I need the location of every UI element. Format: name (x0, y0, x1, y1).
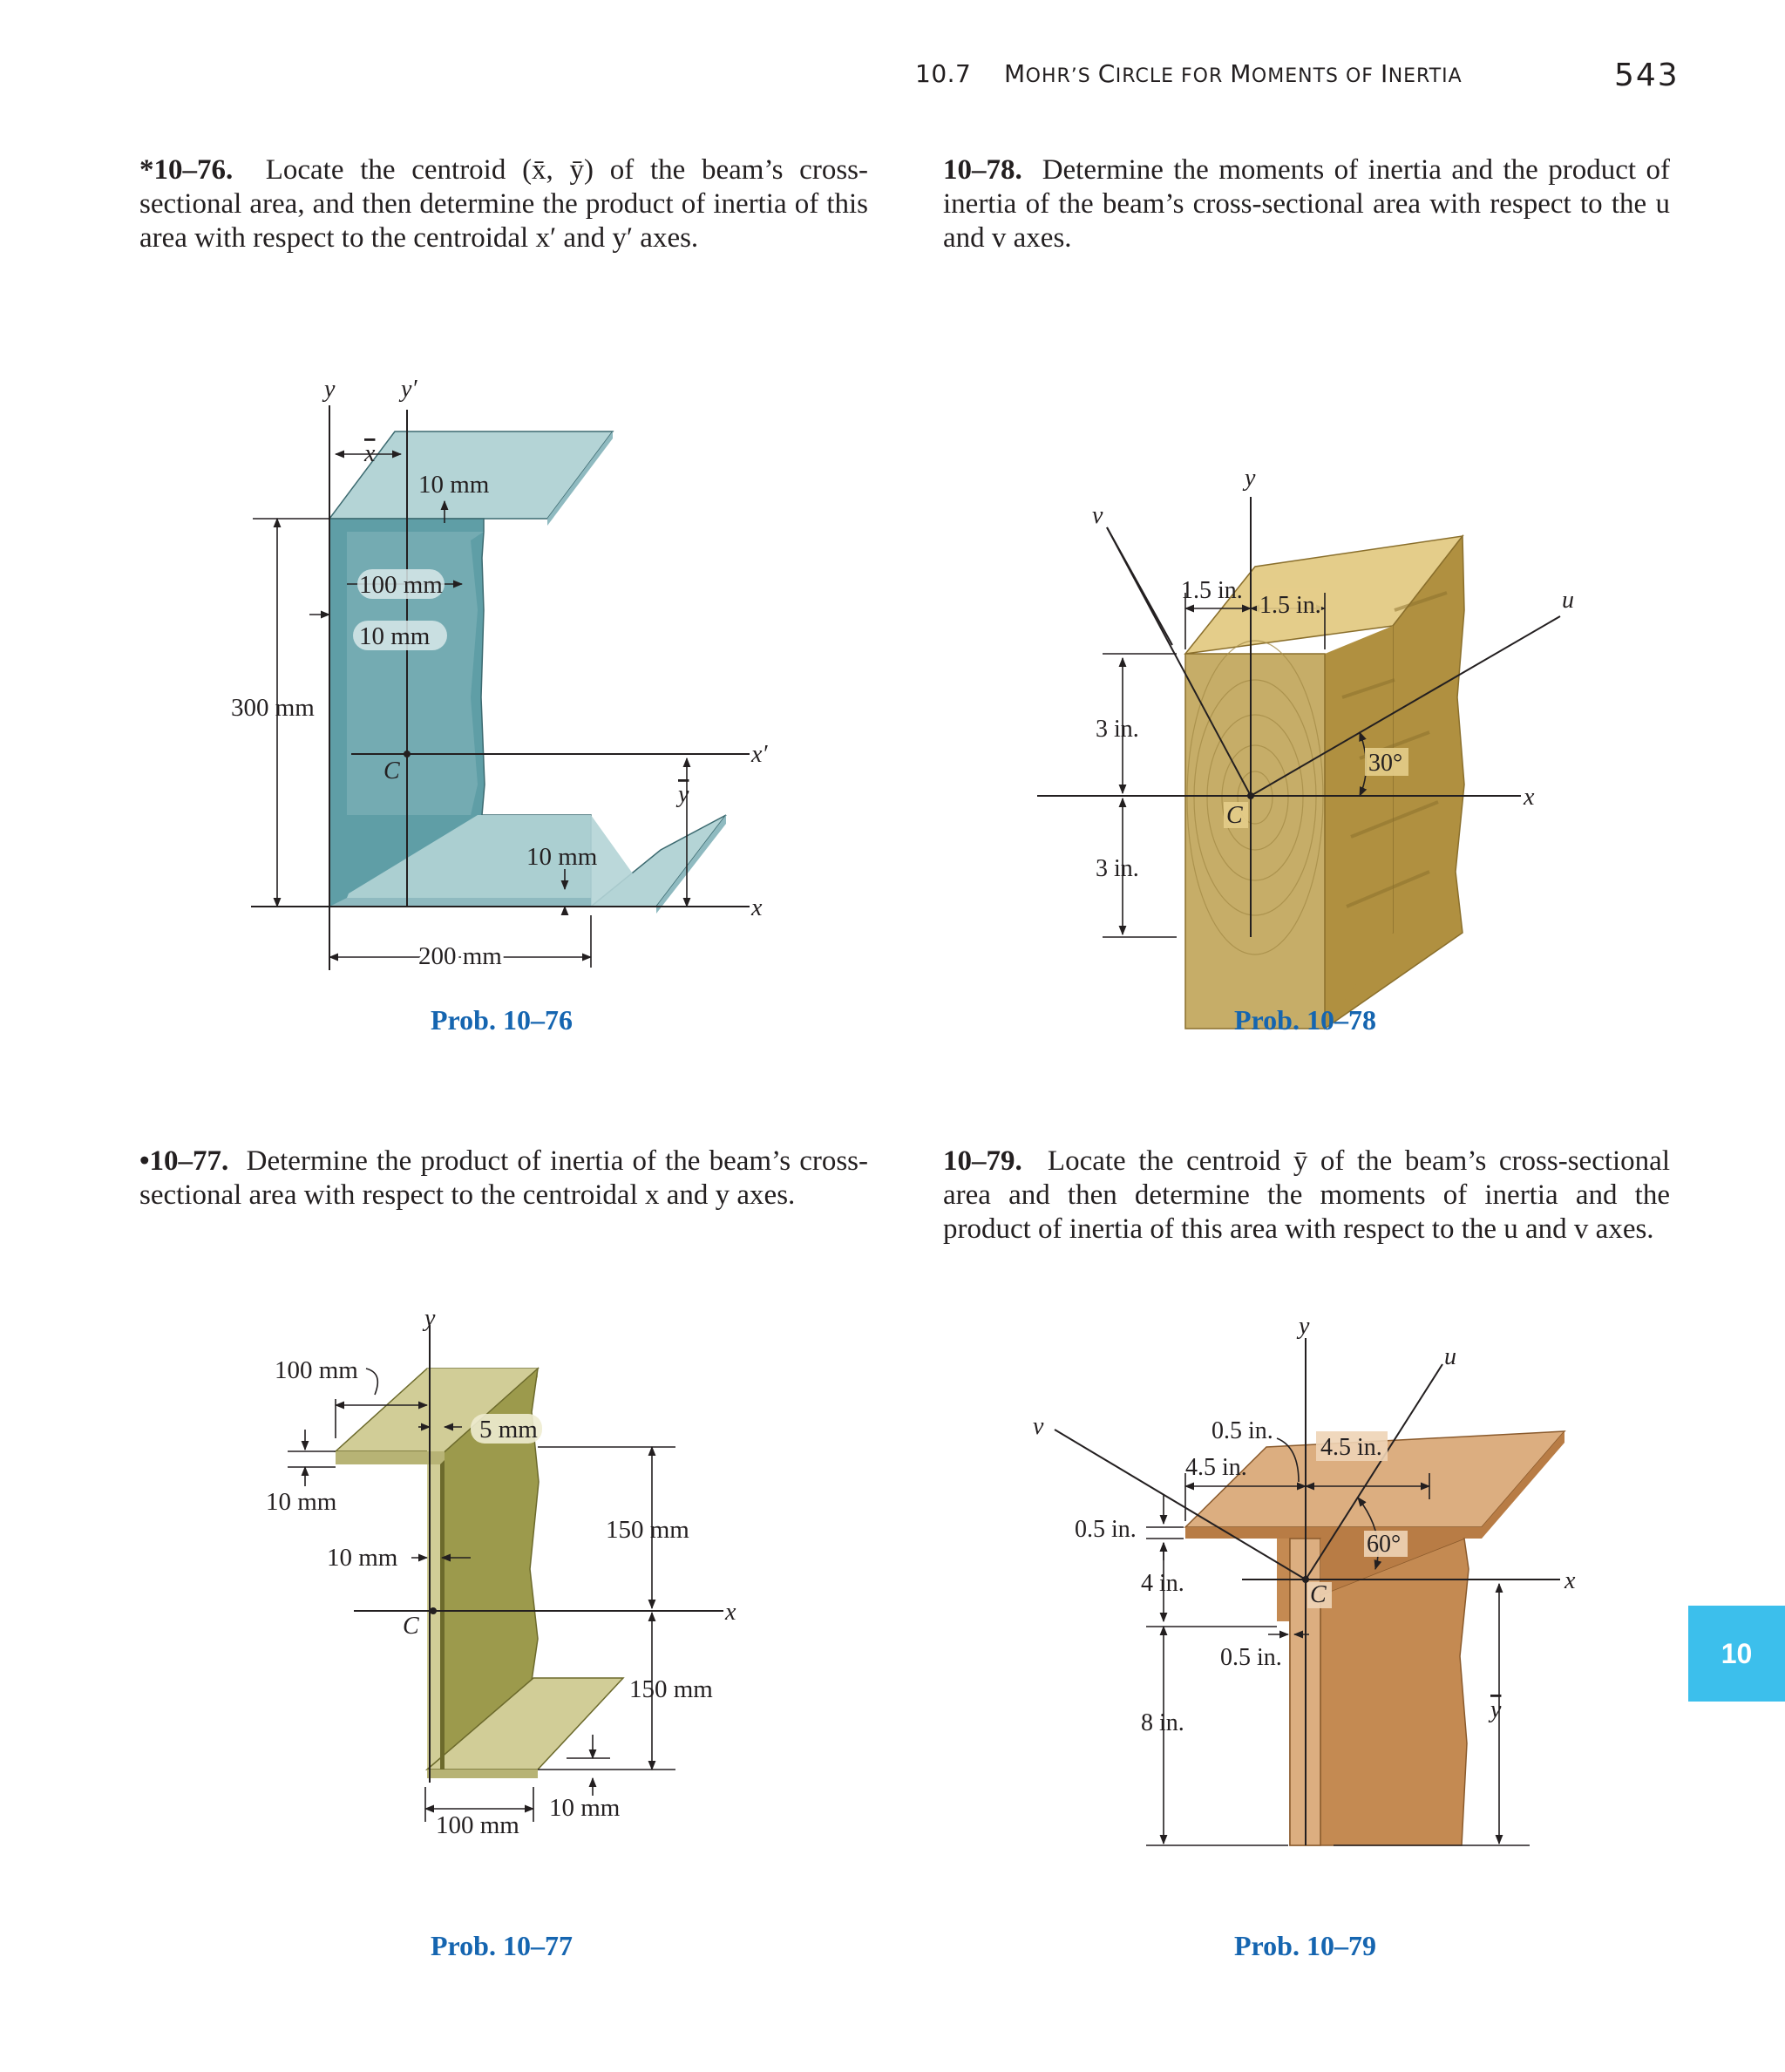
problem-text: Determine the product of inertia of the beam’s cross-sectional area with respect to the centroidal x and y axes. (139, 1145, 868, 1211)
label-8in: 8 in. (1141, 1709, 1184, 1736)
label-x: x (1524, 784, 1535, 811)
figure-10-78 (1037, 465, 1574, 1029)
label-100mm-top: 100 mm (275, 1356, 358, 1384)
problem-number: 10–79. (943, 1145, 1022, 1177)
label-0.5in-flange: 0.5 in. (1211, 1417, 1273, 1444)
label-0.5in-left: 0.5 in. (1075, 1516, 1137, 1543)
caption-10-78: Prob. 10–78 (1234, 1004, 1376, 1036)
t-beam-solid (1185, 1431, 1564, 1845)
page-number: 543 (1614, 58, 1680, 93)
problem-text: Locate the centroid (x̄, ȳ) of the beam’s cross-sectional area, and then determine the product of inertia of this area with respect to the centroidal x′ and y′ axes. (139, 154, 868, 254)
label-60deg: 60° (1367, 1531, 1402, 1558)
label-3in-top: 3 in. (1096, 716, 1139, 743)
problem-text: Determine the moments of inertia and the product of inertia of the beam’s cross-sectional area with respect to the u and v axes. (943, 154, 1670, 254)
label-0.5in-web: 0.5 in. (1220, 1644, 1282, 1671)
label-y: y (1299, 1313, 1310, 1340)
label-ybar: y (678, 781, 689, 808)
label-x-prime: x′ (751, 741, 768, 768)
label-ybar: y (1490, 1696, 1502, 1723)
label-y-prime: y′ (401, 376, 417, 403)
label-30deg: 30° (1368, 750, 1403, 777)
caption-10-76: Prob. 10–76 (431, 1004, 573, 1036)
label-10mm-bottom: 10 mm (549, 1794, 621, 1822)
label-u: u (1444, 1343, 1456, 1370)
label-10mm-bottom: 10 mm (526, 843, 598, 871)
label-C: C (1226, 802, 1243, 829)
figure-10-76 (231, 376, 768, 970)
label-x: x (725, 1599, 736, 1626)
label-300mm: 300 mm (231, 694, 315, 722)
label-x: x (751, 894, 763, 921)
label-1.5in-right: 1.5 in. (1259, 592, 1321, 619)
label-10mm-flange: 10 mm (266, 1488, 337, 1516)
section-title: MOHR’S CIRCLE FOR MOMENTS OF INERTIA (1003, 59, 1463, 88)
label-C: C (383, 757, 400, 785)
problem-number: 10–78. (943, 154, 1022, 186)
label-C: C (403, 1613, 419, 1640)
label-v: v (1092, 502, 1103, 529)
figure-10-77 (266, 1305, 736, 1839)
label-10mm-web: 10 mm (359, 622, 431, 650)
label-y: y (1245, 465, 1256, 492)
label-4.5in-left: 4.5 in. (1185, 1454, 1247, 1481)
label-1.5in-left: 1.5 in. (1181, 577, 1243, 604)
label-10mm-top: 10 mm (418, 471, 490, 499)
channel-solid (329, 431, 726, 914)
label-u: u (1562, 587, 1574, 614)
problem-number: *10–76. (139, 154, 234, 186)
label-5mm: 5 mm (479, 1416, 538, 1444)
section-number: 10.7 (915, 59, 972, 88)
label-y: y (324, 376, 336, 403)
problem-number: •10–77. (139, 1145, 229, 1177)
figure-10-79 (1033, 1313, 1576, 1845)
label-3in-bottom: 3 in. (1096, 855, 1139, 882)
label-y: y (424, 1305, 436, 1332)
chapter-tab: 10 (1688, 1606, 1785, 1702)
label-100mm: 100 mm (359, 571, 443, 599)
label-100mm-bottom: 100 mm (436, 1811, 519, 1839)
label-x: x (1564, 1567, 1576, 1594)
problem-text: Locate the centroid ȳ of the beam’s cross-sectional area and then determine the moments of inertia and the product of inertia of this area with respect to the u and v axes. (943, 1145, 1670, 1245)
caption-10-79: Prob. 10–79 (1234, 1930, 1376, 1961)
label-4.5in-right: 4.5 in. (1320, 1434, 1382, 1461)
centroid-point (404, 751, 411, 757)
label-4in: 4 in. (1141, 1570, 1184, 1597)
label-xbar: x (364, 440, 376, 467)
centroid-point (1247, 792, 1254, 799)
label-C: C (1310, 1581, 1327, 1608)
label-150mm-bottom: 150 mm (629, 1675, 713, 1703)
caption-10-77: Prob. 10–77 (431, 1930, 573, 1961)
centroid-point (1302, 1576, 1309, 1583)
label-10mm-web: 10 mm (327, 1544, 398, 1572)
label-150mm-top: 150 mm (606, 1516, 689, 1544)
label-200mm: 200 mm (418, 942, 502, 970)
centroid-point (430, 1607, 437, 1614)
label-v: v (1033, 1413, 1044, 1440)
